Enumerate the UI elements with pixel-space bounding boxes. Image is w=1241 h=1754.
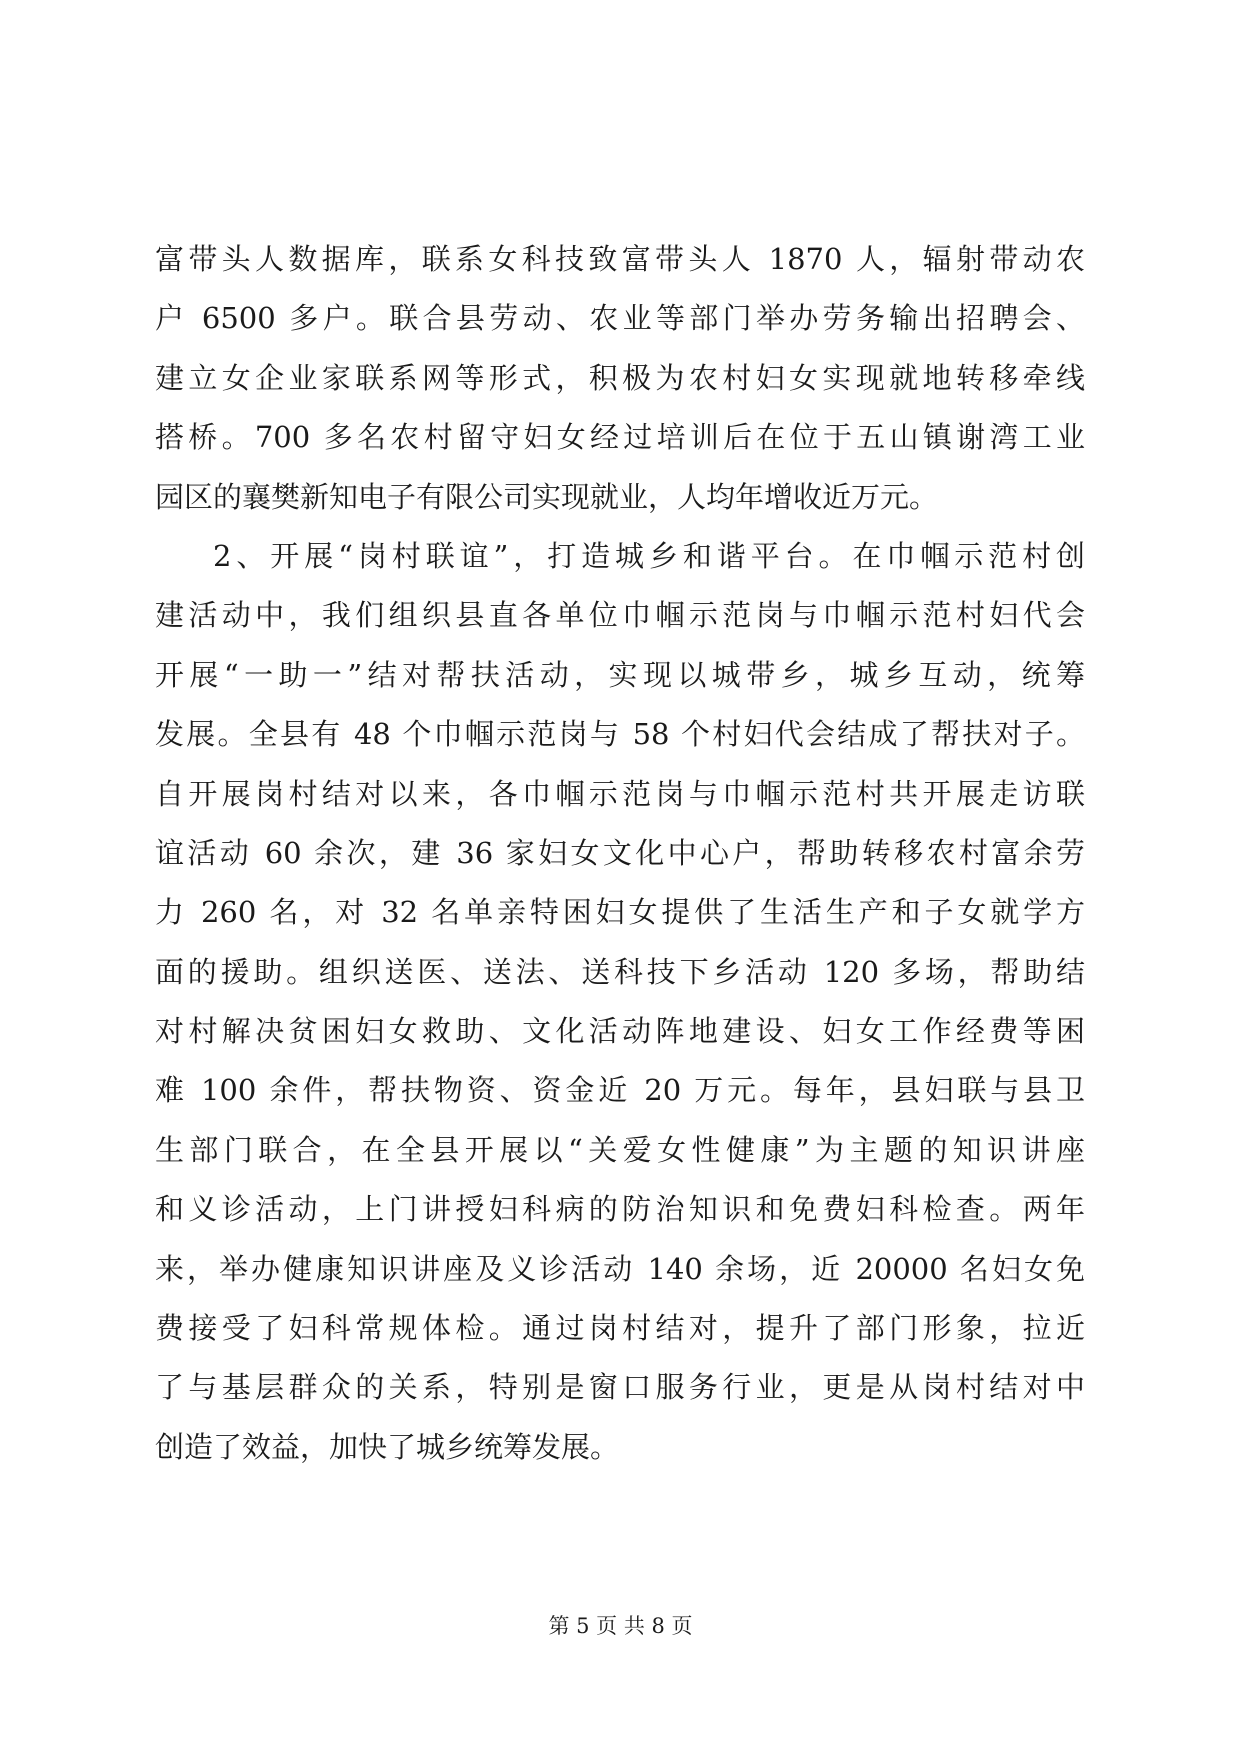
text-line: 对村解决贫困妇女救助、文化活动阵地建设、妇女工作经费等困 bbox=[155, 1014, 1085, 1049]
text-line: 和义诊活动，上门讲授妇科病的防治知识和免费妇科检查。两年 bbox=[155, 1192, 1085, 1227]
paragraph-2 bbox=[155, 527, 1085, 1477]
text-line: 富带头人数据库，联系女科技致富带头人 1870 人，辐射带动农 bbox=[155, 242, 1085, 276]
text-line: 力 260 名，对 32 名单亲特困妇女提供了生活生产和子女就学方 bbox=[155, 895, 1085, 930]
text-line: 户 6500 多户。联合县劳动、农业等部门举办劳务输出招聘会、 bbox=[155, 301, 1085, 336]
paragraph-heading-line: 2、开展“岗村联谊”，打造城乡和谐平台。在巾帼示范村创 bbox=[213, 538, 1085, 573]
text-line: 生部门联合，在全县开展以“关爱女性健康”为主题的知识讲座 bbox=[155, 1132, 1085, 1167]
text-line: 谊活动 60 余次，建 36 家妇女文化中心户，帮助转移农村富余劳 bbox=[155, 835, 1085, 870]
text-line: 自开展岗村结对以来，各巾帼示范岗与巾帼示范村共开展走访联 bbox=[155, 776, 1085, 811]
page-number: 第 5 页 共 8 页 bbox=[548, 1614, 693, 1638]
text-line: 来，举办健康知识讲座及义诊活动 140 余场，近 20000 名妇女免 bbox=[155, 1251, 1085, 1286]
text-line: 开展“一助一”结对帮扶活动，实现以城带乡，城乡互动，统筹 bbox=[155, 657, 1085, 692]
text-line: 搭桥。700 多名农村留守妇女经过培训后在位于五山镇谢湾工业 bbox=[155, 420, 1085, 455]
text-line: 费接受了妇科常规体检。通过岗村结对，提升了部门形象，拉近 bbox=[155, 1311, 1085, 1346]
page-footer bbox=[0, 1610, 1241, 1640]
text-line: 创造了效益，加快了城乡统筹发展。 bbox=[155, 1429, 620, 1464]
text-line: 建活动中，我们组织县直各单位巾帼示范岗与巾帼示范村妇代会 bbox=[155, 598, 1085, 633]
paragraph-continued bbox=[155, 230, 1085, 527]
text-line: 建立女企业家联系网等形式，积极为农村妇女实现就地转移牵线 bbox=[155, 360, 1085, 395]
text-line: 了与基层群众的关系，特别是窗口服务行业，更是从岗村结对中 bbox=[155, 1370, 1085, 1405]
text-line: 园区的襄樊新知电子有限公司实现就业，人均年增收近万元。 bbox=[155, 479, 939, 514]
text-line: 面的援助。组织送医、送法、送科技下乡活动 120 多场，帮助结 bbox=[155, 954, 1085, 989]
document-body bbox=[155, 230, 1085, 1477]
text-line: 发展。全县有 48 个巾帼示范岗与 58 个村妇代会结成了帮扶对子。 bbox=[155, 717, 1085, 752]
text-line: 难 100 余件，帮扶物资、资金近 20 万元。每年，县妇联与县卫 bbox=[155, 1073, 1085, 1108]
